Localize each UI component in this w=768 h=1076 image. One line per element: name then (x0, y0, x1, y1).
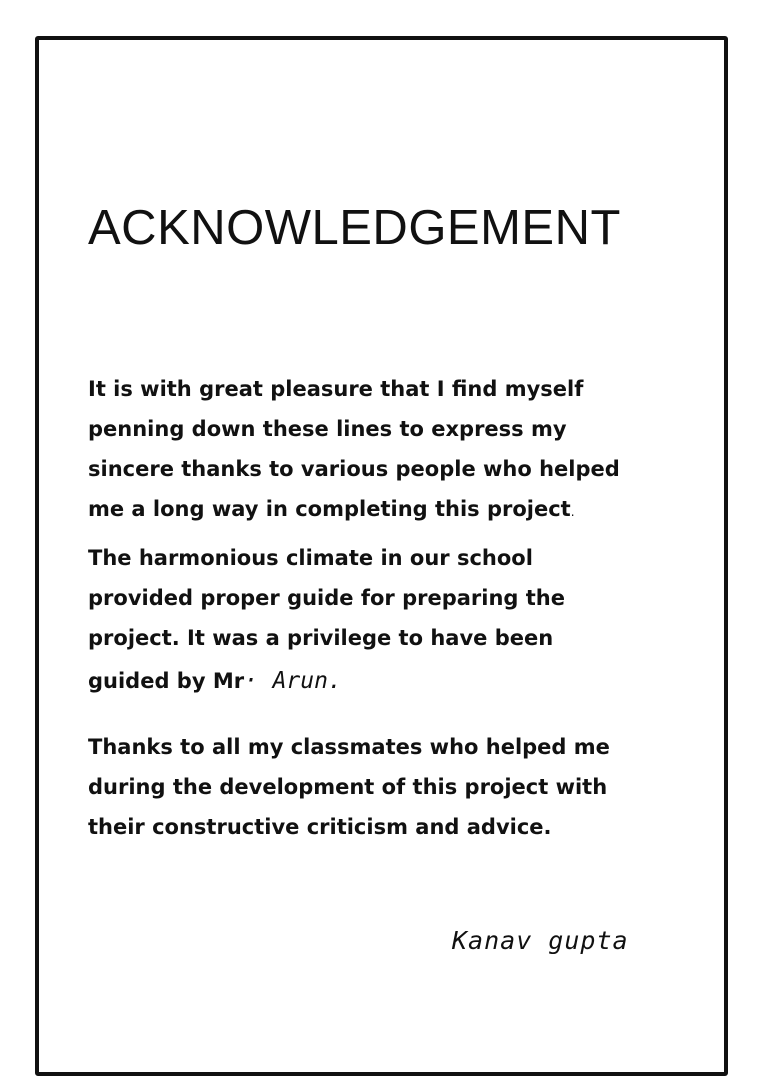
author-signature: Kanav gupta (452, 926, 629, 955)
paragraph-line: project. It was a privilege to have been (88, 626, 554, 650)
guided-by-label: guided by Mr (88, 669, 245, 693)
guided-by-line (88, 668, 342, 694)
paragraph-line: The harmonious climate in our school (88, 546, 533, 570)
paragraph-line: provided proper guide for preparing the (88, 586, 565, 610)
paragraph-end-dot: . (570, 505, 575, 519)
guide-name-handwritten: Arun. (272, 668, 342, 694)
paragraph-line: It is with great pleasure that I find myself (88, 377, 584, 401)
paragraph-line (88, 489, 688, 532)
paragraph-line: during the development of this project with (88, 775, 608, 799)
paragraph-line: penning down these lines to express my (88, 417, 567, 441)
paragraph-line: their constructive criticism and advice. (88, 815, 552, 839)
page-title: ACKNOWLEDGEMENT (88, 201, 621, 255)
paragraph-line: sincere thanks to various people who helped (88, 457, 620, 481)
paragraph-line: Thanks to all my classmates who helped me (88, 735, 610, 759)
paragraph-school (88, 538, 688, 658)
paragraph-line-text: me a long way in completing this project (88, 497, 571, 521)
paragraph-classmates (88, 727, 688, 847)
guided-by-dot: · (244, 668, 258, 694)
paragraph-gratitude (88, 369, 688, 532)
